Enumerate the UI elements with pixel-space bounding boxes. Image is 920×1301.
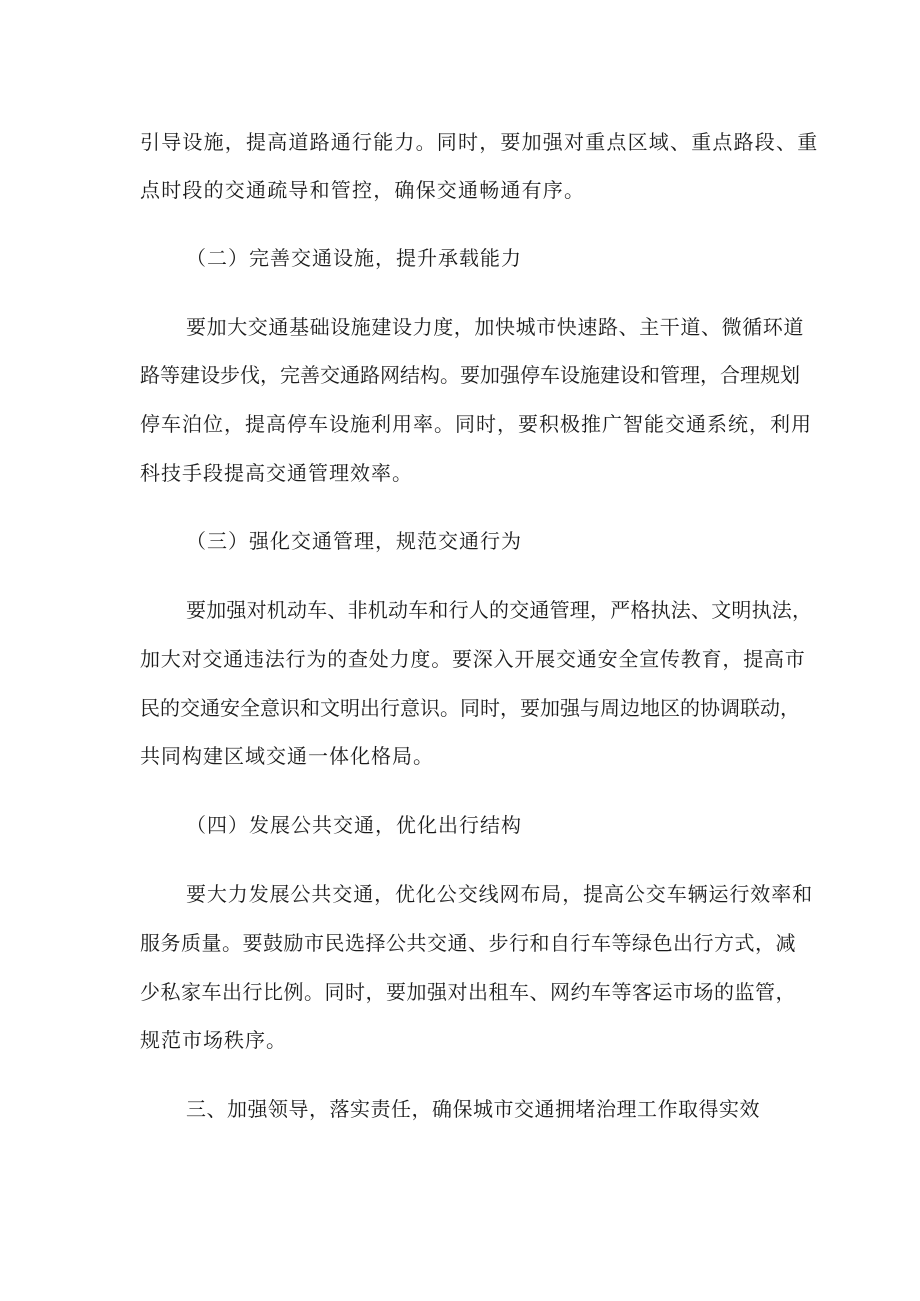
paragraph-line: 少私家车出行比例。同时，要加强对出租车、网约车等客运市场的监管， — [140, 980, 796, 1004]
paragraph-line: 加大对交通违法行为的查处力度。要深入开展交通安全宣传教育，提高市 — [140, 647, 806, 671]
paragraph-line: 共同构建区域交通一体化格局。 — [140, 744, 434, 768]
section-heading-4: （四）发展公共交通，优化出行结构 — [186, 813, 522, 837]
paragraph-line: 路等建设步伐，完善交通路网结构。要加强停车设施建设和管理，合理规划 — [140, 363, 800, 387]
paragraph-line: 服务质量。要鼓励市民选择公共交通、步行和自行车等绿色出行方式，减 — [140, 931, 796, 955]
section-heading-3: （三）强化交通管理，规范交通行为 — [186, 529, 522, 553]
paragraph-line: 停车泊位，提高停车设施利用率。同时，要积极推广智能交通系统，利用 — [140, 412, 812, 436]
paragraph-line: 点时段的交通疏导和管控，确保交通畅通有序。 — [140, 178, 586, 202]
paragraph-line: 要加大交通基础设施建设力度，加快城市快速路、主干道、微循环道 — [186, 315, 804, 339]
section-heading-2: （二）完善交通设施，提升承载能力 — [186, 246, 522, 270]
paragraph-line: 引导设施，提高道路通行能力。同时，要加强对重点区域、重点路段、重 — [140, 130, 819, 154]
paragraph-line: 要加强对机动车、非机动车和行人的交通管理，严格执法、文明执法， — [186, 598, 813, 622]
part-heading-3: 三、加强领导，落实责任，确保城市交通拥堵治理工作取得实效 — [186, 1097, 760, 1121]
paragraph-line: 规范市场秩序。 — [140, 1028, 287, 1052]
paragraph-line: 要大力发展公共交通，优化公交线网布局，提高公交车辆运行效率和 — [186, 882, 813, 906]
paragraph-line: 民的交通安全意识和文明出行意识。同时，要加强与周边地区的协调联动， — [140, 696, 800, 720]
paragraph-line: 科技手段提高交通管理效率。 — [140, 461, 413, 485]
